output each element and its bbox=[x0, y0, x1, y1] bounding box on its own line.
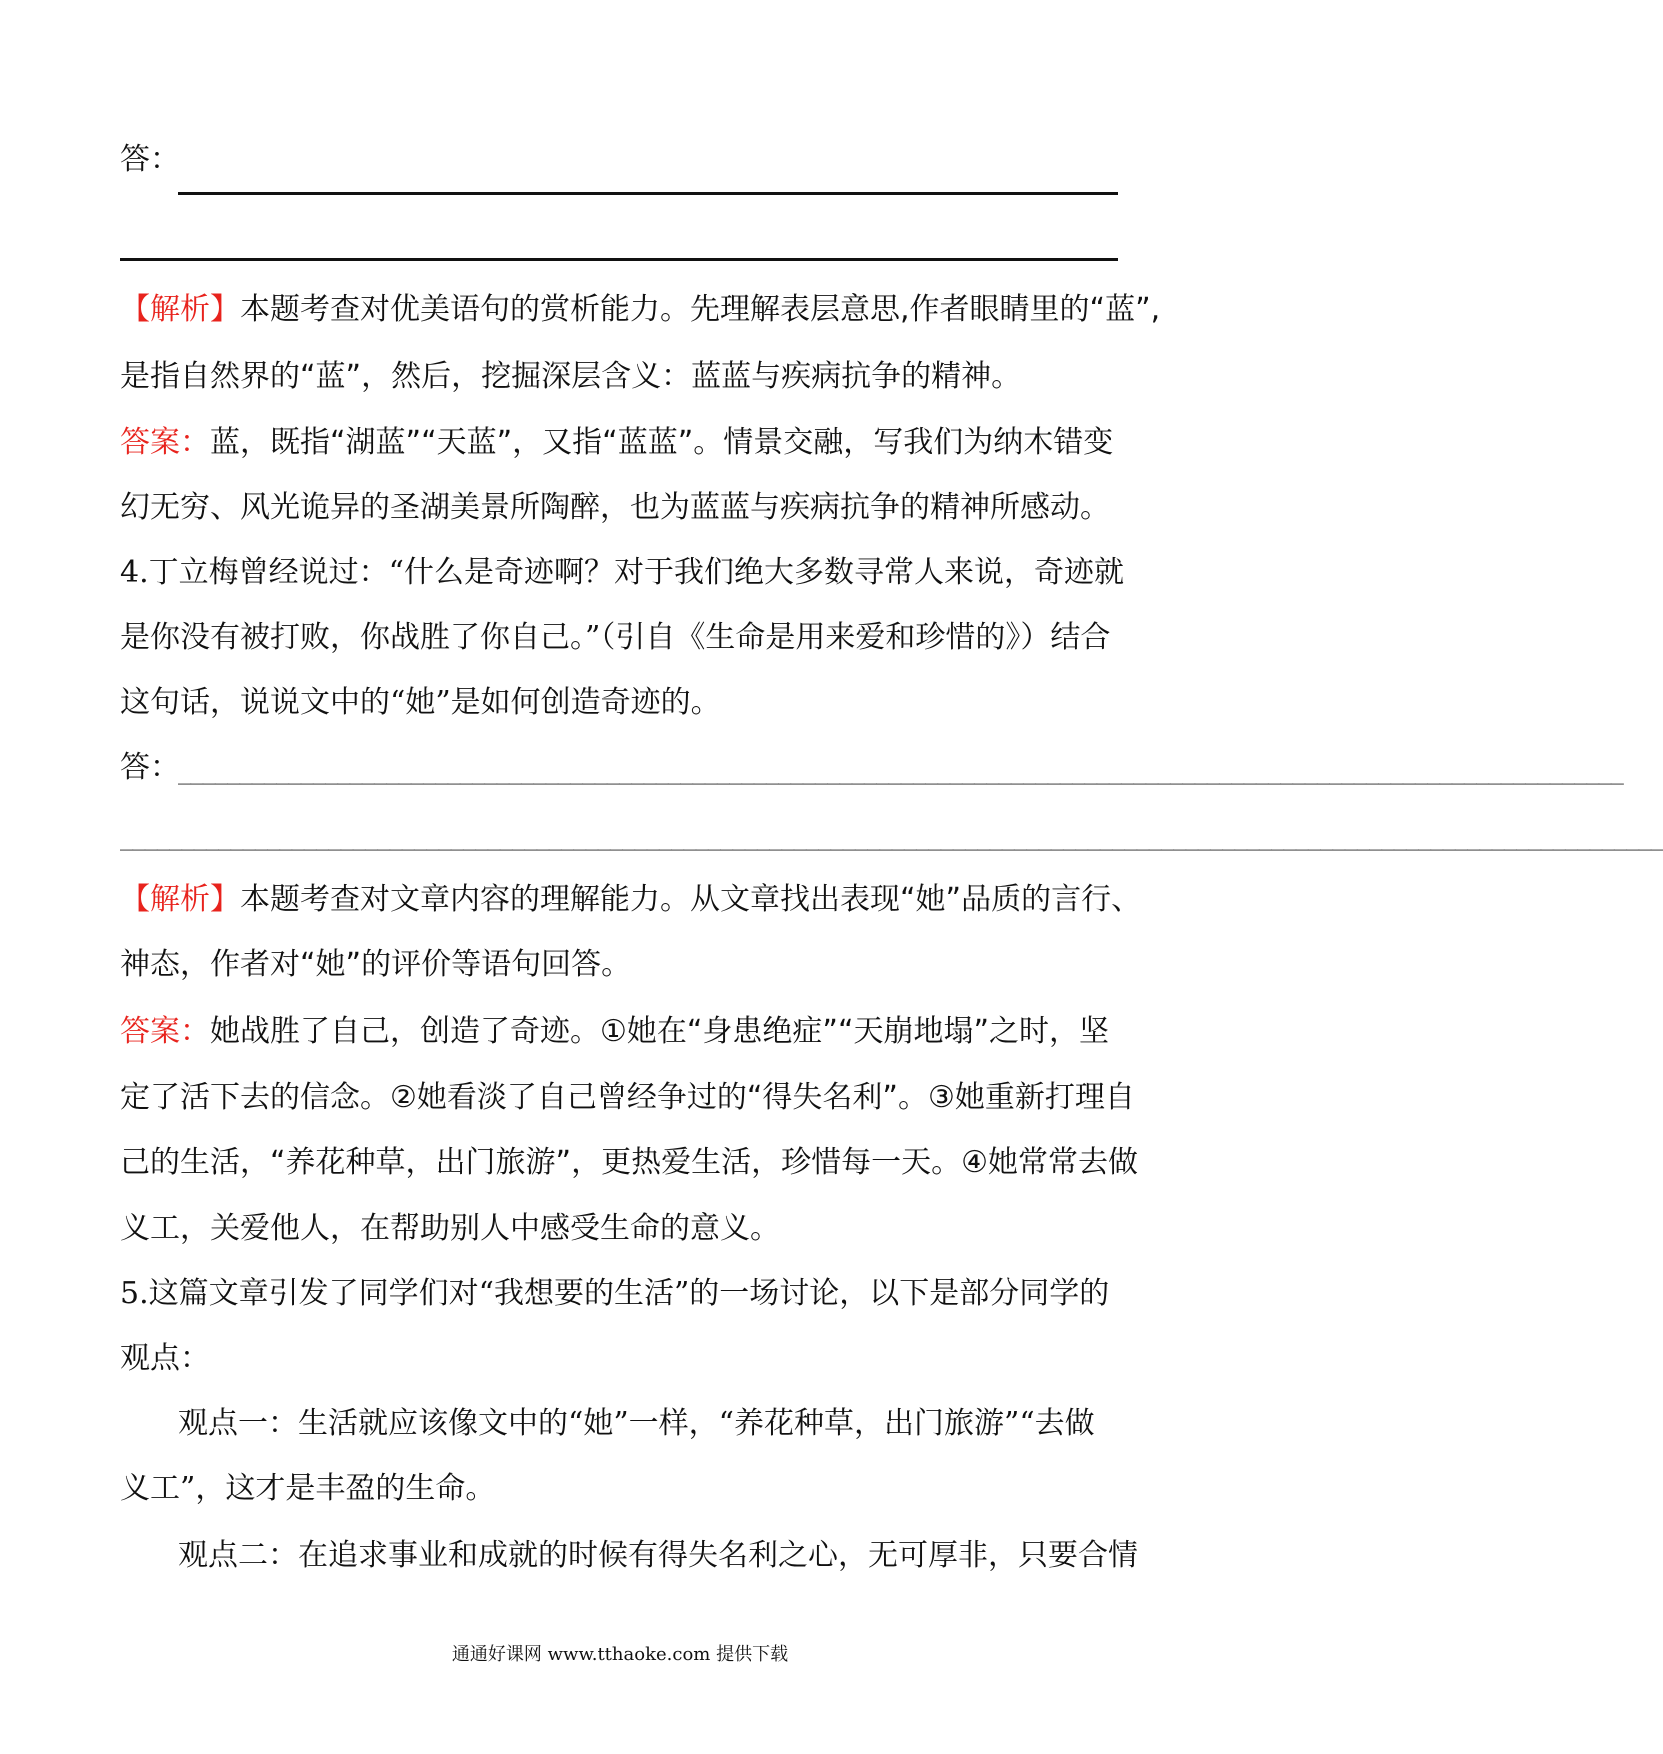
key-text: 她战胜了自己，创造了奇迹。①她在“身患绝症”“天崩地塌”之时，坚 bbox=[210, 1014, 1110, 1049]
q3-answer-label: 答： bbox=[120, 142, 180, 177]
q4-key-line-4: 义工，关爱他人，在帮助别人中感受生命的意义。 bbox=[120, 1211, 780, 1246]
q4-analysis-line-2: 神态，作者对“她”的评价等语句回答。 bbox=[120, 947, 632, 982]
q5-view1-line-2: 义工”，这才是丰盈的生命。 bbox=[120, 1471, 496, 1506]
q4-key-line-1 bbox=[120, 1012, 1109, 1052]
key-text: 蓝，既指“湖蓝”“天蓝”，又指“蓝蓝”。情景交融，写我们为纳木错变 bbox=[210, 425, 1114, 460]
q4-question-line-2: 是你没有被打败，你战胜了你自己。”（引自《生命是用来爱和珍惜的》）结合 bbox=[120, 620, 1111, 655]
analysis-text: 本题考查对文章内容的理解能力。从文章找出表现“她”品质的言行、 bbox=[240, 882, 1142, 917]
answer-underline-1[interactable] bbox=[178, 192, 1118, 195]
answer-dashed-line-2[interactable]: ______________________________________________________________________________________________________________________________ bbox=[120, 826, 1663, 851]
q5-view2-line-1: 观点二：在追求事业和成就的时候有得失名利之心，无可厚非，只要合情 bbox=[178, 1538, 1138, 1573]
key-tag: 答案： bbox=[120, 1014, 210, 1049]
q4-key-line-3: 己的生活，“养花种草，出门旅游”，更热爱生活，珍惜每一天。④她常常去做 bbox=[120, 1145, 1138, 1180]
q4-question-line-3: 这句话，说说文中的“她”是如何创造奇迹的。 bbox=[120, 685, 721, 720]
analysis-tag: 【解析】 bbox=[120, 882, 240, 917]
q5-view1-line-1: 观点一：生活就应该像文中的“她”一样，“养花种草，出门旅游”“去做 bbox=[178, 1406, 1095, 1441]
analysis-text: 本题考查对优美语句的赏析能力。先理解表层意思,作者眼睛里的“蓝”, bbox=[240, 292, 1161, 327]
q5-question-line-1: 5.这篇文章引发了同学们对“我想要的生活”的一场讨论，以下是部分同学的 bbox=[120, 1276, 1110, 1311]
q3-key-line-1 bbox=[120, 423, 1113, 463]
q3-analysis-line-2: 是指自然界的“蓝”，然后，挖掘深层含义：蓝蓝与疾病抗争的精神。 bbox=[120, 359, 1022, 394]
q3-key-line-2: 幻无穷、风光诡异的圣湖美景所陶醉，也为蓝蓝与疾病抗争的精神所感动。 bbox=[120, 490, 1110, 525]
q4-answer-label: 答： bbox=[120, 750, 180, 785]
page-footer: 通通好课网 www.tthaoke.com 提供下载 bbox=[451, 1644, 789, 1665]
q4-analysis-line-1 bbox=[120, 880, 1141, 920]
answer-dashed-line-1[interactable]: ______________________________________________________________________________________________________________________ bbox=[178, 760, 1623, 785]
key-tag: 答案： bbox=[120, 425, 210, 460]
q5-question-line-2: 观点： bbox=[120, 1341, 210, 1376]
q4-question-line-1: 4.丁立梅曾经说过：“什么是奇迹啊？对于我们绝大多数寻常人来说，奇迹就 bbox=[120, 555, 1124, 590]
analysis-tag: 【解析】 bbox=[120, 292, 240, 327]
answer-underline-2[interactable] bbox=[120, 258, 1118, 261]
q3-analysis-line-1 bbox=[120, 290, 1160, 330]
q4-key-line-2: 定了活下去的信念。②她看淡了自己曾经争过的“得失名利”。③她重新打理自 bbox=[120, 1080, 1135, 1115]
